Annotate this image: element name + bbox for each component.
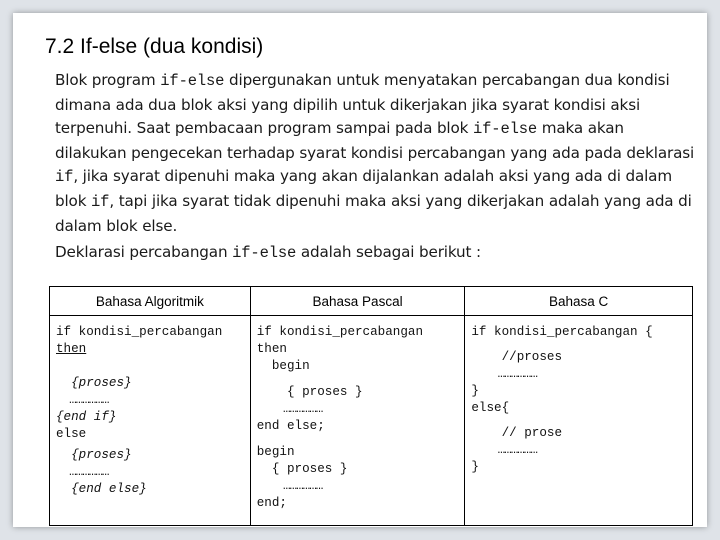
header-algoritmik: Bahasa Algoritmik	[50, 287, 251, 316]
c-code-cell	[465, 316, 693, 526]
code-line: {proses}	[56, 376, 132, 390]
code-line: // prose	[471, 426, 563, 440]
code-line: {end if}	[56, 410, 117, 424]
code-line: begin	[256, 359, 310, 373]
code-line: ………………	[56, 393, 109, 407]
keyword-if: if	[55, 168, 74, 187]
description-paragraph	[55, 69, 695, 238]
syntax-comparison-table	[49, 286, 693, 526]
code-line: begin	[256, 445, 295, 459]
declaration-text: Deklarasi percabangan	[55, 243, 233, 261]
paragraph-text: maka akan dilakukan pengecekan terhadap syarat kondisi percabangan yang ada pada deklarasi	[55, 119, 695, 162]
paragraph-text: , tapi jika syarat tidak dipenuhi maka aksi yang dikerjakan adalah yang ada di dalam blok else.	[55, 191, 692, 235]
code-line: if kondisi_percabangan {	[471, 325, 653, 339]
code-line: ………………	[471, 367, 537, 381]
code-line: { proses }	[256, 462, 348, 476]
keyword-if: if	[91, 192, 110, 211]
paragraph-text: dipergunakan untuk menyatakan percabangan dua kondisi dimana ada dua blok aksi yang dipilih untuk dikerjakan jika syarat kondisi aksi terpenuhi. Saat pembacaan program sampai pada blok	[55, 71, 670, 138]
code-line: then	[56, 342, 87, 356]
pascal-code-cell	[250, 316, 465, 526]
code-line: //proses	[471, 350, 563, 364]
code-line: {proses}	[56, 448, 132, 462]
code-line: end else;	[256, 419, 325, 433]
paragraph-text: , jika syarat dipenuhi maka yang akan dijalankan adalah aksi yang ada di dalam blok	[55, 167, 672, 210]
header-pascal: Bahasa Pascal	[250, 287, 465, 316]
code-line: ………………	[256, 402, 323, 416]
code-line: ………………	[256, 479, 323, 493]
paragraph-text: Blok program	[55, 71, 161, 89]
keyword-if-else: if-else	[232, 244, 297, 262]
code-line: ………………	[56, 465, 109, 479]
header-c: Bahasa C	[465, 287, 693, 316]
code-line: { proses }	[256, 385, 363, 399]
algoritmik-code-cell	[50, 316, 251, 526]
code-line: }	[471, 384, 479, 398]
code-line: if kondisi_percabangan	[256, 325, 424, 339]
table-header-row	[50, 287, 693, 316]
declaration-line	[55, 243, 481, 262]
slide	[13, 13, 707, 527]
code-line: end;	[256, 496, 287, 510]
code-line: else{	[471, 401, 510, 415]
code-line: if kondisi_percabangan	[56, 325, 223, 339]
keyword-if-else: if-else	[472, 120, 538, 139]
code-line: then	[256, 342, 287, 356]
code-line: {end else}	[56, 482, 147, 496]
slide-title: 7.2 If-else (dua kondisi)	[45, 35, 264, 58]
declaration-text: adalah sebagai berikut :	[296, 243, 481, 261]
keyword-if-else: if-else	[160, 72, 225, 90]
code-line: }	[471, 460, 479, 474]
code-line: else	[56, 427, 87, 441]
table-body-row	[50, 316, 693, 526]
code-line: ………………	[471, 443, 537, 457]
